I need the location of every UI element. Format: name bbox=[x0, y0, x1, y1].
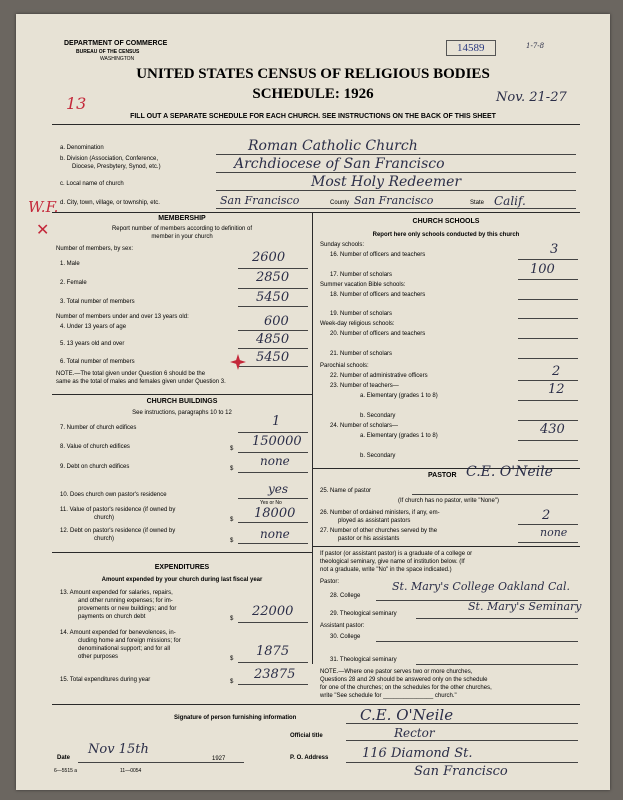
q14-label-3: denominational support; and for all bbox=[78, 646, 171, 652]
q14-value: 1875 bbox=[256, 644, 290, 659]
q22-value: 2 bbox=[552, 364, 561, 379]
q10-label: 10. Does church own pastor's residence bbox=[60, 492, 167, 498]
denomination-line bbox=[216, 154, 576, 155]
q17-label: 17. Number of scholars bbox=[330, 272, 393, 278]
q14-label-4: other purposes bbox=[78, 654, 119, 660]
denomination-label: a. Denomination bbox=[60, 145, 104, 151]
q17-line bbox=[518, 279, 578, 280]
q19-line bbox=[518, 318, 578, 319]
q11-line bbox=[238, 522, 308, 523]
pastor-note-4: write "See schedule for _______________ church." bbox=[320, 693, 457, 699]
q14-dollar: $ bbox=[230, 656, 234, 662]
q28-label: 28. College bbox=[330, 593, 361, 599]
q27-line bbox=[518, 542, 578, 543]
local-name-value: Most Holy Redeemer bbox=[311, 174, 462, 190]
q31-label: 31. Theological seminary bbox=[330, 657, 397, 663]
q16-label: 16. Number of officers and teachers bbox=[330, 252, 426, 258]
q9-dollar: $ bbox=[230, 466, 234, 472]
membership-intro-1: Report number of members according to definition of bbox=[111, 226, 253, 232]
q8-dollar: $ bbox=[230, 446, 234, 452]
q7-value: 1 bbox=[272, 414, 281, 429]
q7-line bbox=[238, 432, 308, 433]
q3-line bbox=[238, 306, 308, 307]
pastor-note-1: NOTE.—Where one pastor serves two or more churches, bbox=[320, 669, 473, 675]
q27-label-2: pastor or his assistants bbox=[338, 536, 400, 542]
graduate-note-1: If pastor (or assistant pastor) is a graduate of a college or bbox=[320, 551, 473, 557]
pastor-sub-label: Pastor: bbox=[320, 579, 340, 585]
weekday-label: Week-day religious schools: bbox=[320, 321, 395, 327]
q23-label: 23. Number of teachers— bbox=[330, 383, 399, 389]
q13-label-2: and other running expenses; for im- bbox=[78, 598, 173, 604]
membership-intro-2: member in your church bbox=[151, 234, 213, 240]
q23a-label: a. Elementary (grades 1 to 8) bbox=[360, 393, 438, 399]
q13-value: 22000 bbox=[252, 604, 294, 619]
po-address-city: San Francisco bbox=[414, 764, 508, 779]
margin-mark: W.F. bbox=[28, 198, 59, 216]
red-ink-blot bbox=[230, 354, 246, 370]
state-label: State bbox=[470, 200, 485, 206]
print-number: 11—0054 bbox=[120, 768, 142, 774]
serial-number: 14589 bbox=[446, 40, 496, 56]
bureau-label: BUREAU OF THE CENSUS bbox=[76, 49, 140, 55]
q29-value: St. Mary's Seminary bbox=[468, 600, 582, 613]
q5-value: 4850 bbox=[256, 332, 290, 347]
q23a-line bbox=[518, 400, 578, 401]
q23a-value: 12 bbox=[548, 382, 565, 397]
q24a-label: a. Elementary (grades 1 to 8) bbox=[360, 433, 438, 439]
yes-no-caption: Yes or No bbox=[260, 500, 282, 506]
date-label: Date bbox=[57, 755, 71, 761]
year-value: 1927 bbox=[212, 756, 226, 762]
buildings-heading: CHURCH BUILDINGS bbox=[146, 398, 218, 405]
expenditures-top-rule bbox=[52, 552, 312, 553]
q4-value: 600 bbox=[264, 314, 289, 329]
q9-line bbox=[238, 472, 308, 473]
q7-label: 7. Number of church edifices bbox=[60, 425, 137, 431]
q11-dollar: $ bbox=[230, 517, 234, 523]
q5-line bbox=[238, 348, 308, 349]
q23b-line bbox=[518, 420, 578, 421]
q4-label: 4. Under 13 years of age bbox=[60, 324, 127, 330]
q15-dollar: $ bbox=[230, 679, 234, 685]
pastor-note-3: for one of the churches; on the schedules for the other churches, bbox=[320, 685, 492, 691]
q9-label: 9. Debt on church edifices bbox=[60, 464, 130, 470]
po-address-value: 116 Diamond St. bbox=[362, 746, 473, 761]
q30-line bbox=[376, 641, 578, 642]
membership-heading: MEMBERSHIP bbox=[158, 215, 206, 222]
q15-label-text: 15. Total expenditures during year bbox=[60, 677, 151, 683]
q1-label: 1. Male bbox=[60, 261, 80, 267]
q22-line bbox=[518, 380, 578, 381]
division-label: b. Division (Association, Conference, bbox=[60, 156, 159, 162]
graduate-note-2: theological seminary, give name of institution below. (If bbox=[320, 559, 465, 565]
q14-line bbox=[238, 662, 308, 663]
q8-line bbox=[238, 452, 308, 453]
q6-line bbox=[238, 366, 308, 367]
q12-label: 12. Debt on pastor's residence (if owned by bbox=[60, 528, 176, 534]
q21-label: 21. Number of scholars bbox=[330, 351, 393, 357]
q8-label: 8. Value of church edifices bbox=[60, 444, 130, 450]
form-number: 6—5515 a bbox=[54, 768, 78, 774]
q26-line bbox=[518, 524, 578, 525]
received-date-note: Nov. 21-27 bbox=[496, 90, 567, 105]
q18-line bbox=[518, 299, 578, 300]
assistant-sub-label: Assistant pastor: bbox=[320, 623, 365, 629]
q28-value: St. Mary's College Oakland Cal. bbox=[392, 580, 570, 593]
q27-value: none bbox=[540, 526, 568, 539]
q23b-label: b. Secondary bbox=[360, 413, 396, 419]
q2-line bbox=[238, 288, 308, 289]
q18-label: 18. Number of officers and teachers bbox=[330, 292, 426, 298]
date-line bbox=[78, 762, 244, 763]
membership-note-2: same as the total of males and females given under Question 3. bbox=[56, 379, 226, 385]
header-rule bbox=[52, 124, 580, 125]
q1-value: 2600 bbox=[252, 250, 286, 265]
q8-value: 150000 bbox=[252, 434, 302, 449]
q15-line bbox=[238, 684, 308, 685]
pastor-note-2: Questions 28 and 29 should be answered only on the schedule bbox=[320, 677, 488, 683]
schools-heading: CHURCH SCHOOLS bbox=[412, 218, 480, 225]
q3-value: 5450 bbox=[256, 290, 290, 305]
graduate-rule bbox=[312, 546, 580, 547]
q12-dollar: $ bbox=[230, 538, 234, 544]
official-title-label: Official title bbox=[290, 733, 323, 739]
q24-label: 24. Number of scholars— bbox=[330, 423, 399, 429]
q4-line bbox=[238, 330, 308, 331]
po-address-line bbox=[346, 762, 578, 763]
q30-label: 30. College bbox=[330, 634, 361, 640]
section-top-rule bbox=[52, 212, 580, 213]
q24b-label: b. Secondary bbox=[360, 453, 396, 459]
q24a-value: 430 bbox=[540, 422, 565, 437]
by-sex-label: Number of members, by sex: bbox=[56, 246, 134, 252]
q2-value: 2850 bbox=[256, 270, 290, 285]
membership-note-1: NOTE.—The total given under Question 6 should be the bbox=[56, 371, 206, 377]
signature-label: Signature of person furnishing information bbox=[174, 715, 297, 721]
q25-note: (If church has no pastor, write "None") bbox=[398, 498, 499, 504]
department-label: DEPARTMENT OF COMMERCE bbox=[64, 40, 168, 47]
census-schedule-page bbox=[16, 14, 610, 790]
q26-label-2: ployed as assistant pastors bbox=[338, 518, 411, 524]
q20-line bbox=[518, 338, 578, 339]
q16-value: 3 bbox=[550, 242, 559, 257]
q11-label-2: church) bbox=[94, 515, 115, 521]
q1-line bbox=[238, 268, 308, 269]
q26-value: 2 bbox=[542, 508, 551, 523]
q13-dollar: $ bbox=[230, 616, 234, 622]
summer-label: Summer vacation Bible schools: bbox=[320, 282, 406, 288]
official-title-value: Rector bbox=[394, 726, 435, 740]
q10-line bbox=[238, 498, 308, 499]
local-name-label: c. Local name of church bbox=[60, 181, 124, 187]
q2-label: 2. Female bbox=[60, 280, 87, 286]
q3-label: 3. Total number of members bbox=[60, 299, 135, 305]
city-label: WASHINGTON bbox=[100, 56, 135, 62]
division-label-2: Diocese, Presbytery, Synod, etc.) bbox=[72, 164, 161, 170]
q12-value: none bbox=[260, 527, 290, 541]
denomination-value: Roman Catholic Church bbox=[248, 138, 418, 154]
q11-label: 11. Value of pastor's residence (if owned by bbox=[60, 507, 176, 513]
graduate-note-3: not a graduate, write "No" in the space indicated.) bbox=[320, 567, 452, 573]
q13-line bbox=[238, 622, 308, 623]
sunday-label: Sunday schools: bbox=[320, 242, 365, 248]
county-value: San Francisco bbox=[354, 194, 434, 207]
q9-value: none bbox=[260, 454, 290, 468]
q20-label: 20. Number of officers and teachers bbox=[330, 331, 426, 337]
margin-cross-mark: ✕ bbox=[36, 222, 50, 239]
mark-13: 13 bbox=[66, 94, 87, 113]
division-line bbox=[216, 172, 576, 173]
q12-label-2: church) bbox=[94, 536, 115, 542]
q29-line bbox=[416, 618, 578, 619]
q14-label-2: cluding home and foreign missions; for bbox=[78, 638, 181, 644]
form-subtitle: SCHEDULE: 1926 bbox=[252, 86, 374, 102]
date-value: Nov 15th bbox=[88, 742, 149, 757]
q16-line bbox=[518, 259, 578, 260]
official-title-line bbox=[346, 740, 578, 741]
q13-label: 13. Amount expended for salaries, repairs, bbox=[60, 590, 173, 596]
q19-label: 19. Number of scholars bbox=[330, 311, 393, 317]
q27-label: 27. Number of other churches served by the bbox=[320, 528, 438, 534]
form-title: UNITED STATES CENSUS OF RELIGIOUS BODIES bbox=[136, 66, 490, 82]
q22-label: 22. Number of administrative officers bbox=[330, 373, 428, 379]
signature-line bbox=[346, 723, 578, 724]
q25-label: 25. Name of pastor bbox=[320, 488, 372, 494]
q6-value: 5450 bbox=[256, 350, 290, 365]
pastor-heading: PASTOR bbox=[428, 472, 457, 479]
division-value: Archdiocese of San Francisco bbox=[234, 156, 445, 172]
signature-value: C.E. O'Neile bbox=[360, 706, 454, 724]
q12-line bbox=[238, 543, 308, 544]
pastor-name-value: C.E. O'Neile bbox=[466, 464, 553, 480]
q6-label: 6. Total number of members bbox=[60, 359, 135, 365]
q24b-line bbox=[518, 460, 578, 461]
city-line bbox=[216, 208, 576, 209]
state-value: Calif. bbox=[494, 194, 526, 208]
q17-value: 100 bbox=[530, 262, 555, 277]
city-label: d. City, town, village, or township, etc. bbox=[60, 200, 160, 206]
q21-line bbox=[518, 358, 578, 359]
expenditures-intro: Amount expended by your church during last fiscal year bbox=[101, 577, 263, 583]
county-label: County bbox=[330, 200, 350, 206]
q14-label: 14. Amount expended for benevolences, in- bbox=[60, 630, 176, 636]
buildings-intro: See instructions, paragraphs 10 to 12 bbox=[132, 410, 232, 416]
buildings-top-rule bbox=[52, 394, 312, 395]
q15-value: 23875 bbox=[254, 667, 296, 682]
q13-label-4: payments on church debt bbox=[78, 614, 146, 620]
city-value: San Francisco bbox=[220, 194, 300, 207]
age-header: Number of members under and over 13 years old: bbox=[56, 314, 189, 320]
q29-label: 29. Theological seminary bbox=[330, 611, 397, 617]
q11-value: 18000 bbox=[254, 506, 296, 521]
q26-label: 26. Number of ordained ministers, if any, em- bbox=[320, 510, 440, 516]
instructions-line: FILL OUT A SEPARATE SCHEDULE FOR EACH CHURCH. SEE INSTRUCTIONS ON THE BACK OF THIS SHEET bbox=[130, 113, 496, 120]
schools-intro: Report here only schools conducted by this church bbox=[372, 232, 520, 238]
expenditures-heading: EXPENDITURES bbox=[154, 564, 210, 571]
parochial-label: Parochial schools: bbox=[320, 363, 369, 369]
q25-line bbox=[412, 494, 578, 495]
q13-label-3: provements or new buildings; and for bbox=[78, 606, 177, 612]
po-address-label: P. O. Address bbox=[290, 755, 329, 761]
local-name-line bbox=[216, 190, 576, 191]
footer-top-rule bbox=[52, 704, 580, 705]
q31-line bbox=[416, 664, 578, 665]
q24a-line bbox=[518, 440, 578, 441]
q10-value: yes bbox=[268, 482, 289, 496]
column-divider bbox=[312, 212, 313, 664]
stamp-note: 1-7-8 bbox=[526, 42, 545, 50]
q5-label: 5. 13 years old and over bbox=[60, 341, 125, 347]
